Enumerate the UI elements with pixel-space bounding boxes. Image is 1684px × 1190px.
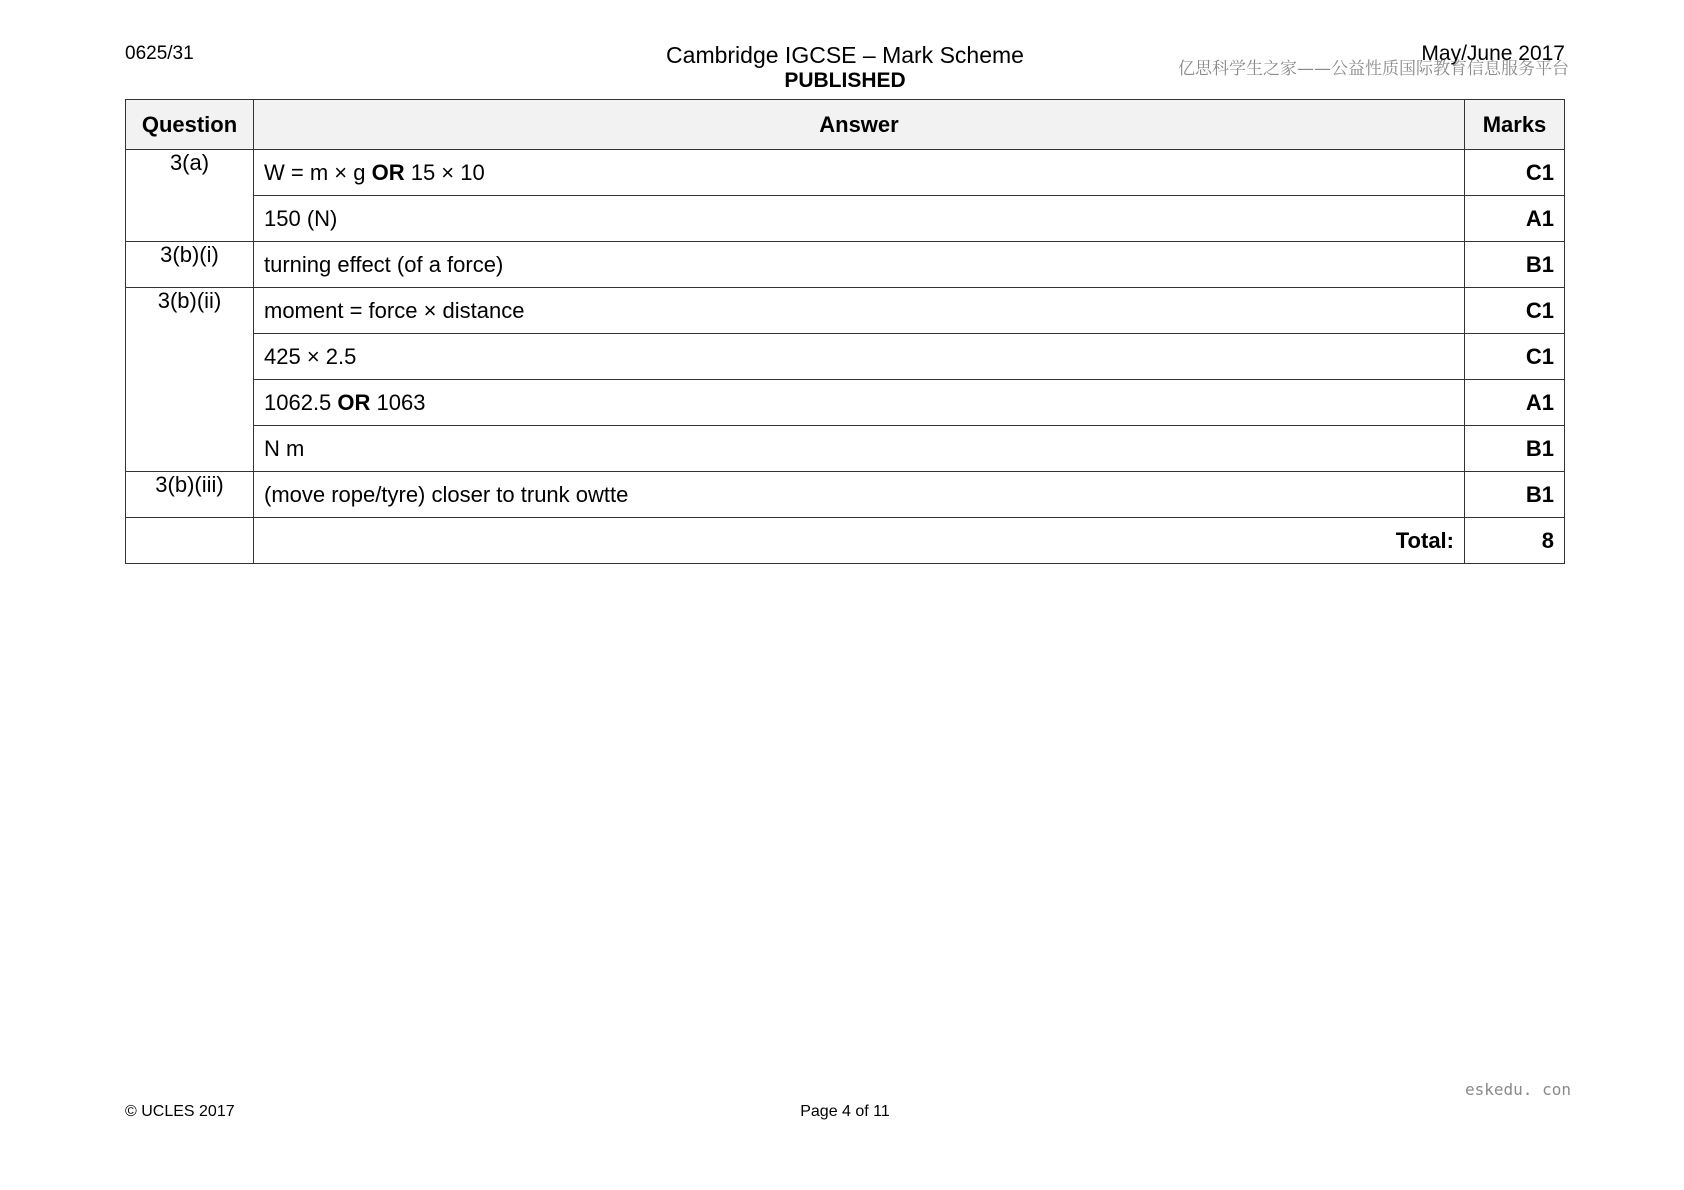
table-row (126, 196, 1565, 242)
header-watermark: 亿思科学生之家——公益性质国际教育信息服务平台 (1178, 59, 1569, 79)
page-number: Page 4 of 11 (800, 1103, 890, 1120)
marks-cell: C1 (1465, 150, 1565, 196)
copyright: © UCLES 2017 (125, 1103, 235, 1120)
footer-watermark: eskedu. con (1465, 1080, 1571, 1099)
answer-text: W = m × g (264, 159, 372, 185)
total-value: 8 (1465, 518, 1565, 564)
table-header-row (126, 100, 1565, 150)
marks-cell: A1 (1465, 196, 1565, 242)
answer-cell (254, 150, 1465, 196)
total-label: Total: (254, 518, 1465, 564)
mark-scheme-title: Cambridge IGCSE – Mark Scheme (666, 42, 1024, 68)
marks-cell: C1 (1465, 288, 1565, 334)
mark-scheme-table (125, 99, 1565, 564)
answer-or: OR (371, 159, 405, 185)
answer-cell: 150 (N) (254, 196, 1465, 242)
paper-code: 0625/31 (125, 43, 194, 64)
question-number: 3(b)(ii) (126, 288, 254, 472)
total-empty-cell (126, 518, 254, 564)
answer-cell: turning effect (of a force) (254, 242, 1465, 288)
marks-cell: A1 (1465, 380, 1565, 426)
marks-cell: B1 (1465, 472, 1565, 518)
answer-cell: N m (254, 426, 1465, 472)
table-row (126, 242, 1565, 288)
marks-cell: C1 (1465, 334, 1565, 380)
table-row (126, 150, 1565, 196)
column-header-marks: Marks (1465, 100, 1565, 150)
table-row (126, 426, 1565, 472)
question-number: 3(b)(iii) (126, 472, 254, 518)
answer-cell: (move rope/tyre) closer to trunk owtte (254, 472, 1465, 518)
answer-cell: 425 × 2.5 (254, 334, 1465, 380)
total-row (126, 518, 1565, 564)
question-number: 3(a) (126, 150, 254, 242)
answer-text: 15 × 10 (404, 159, 485, 185)
marks-cell: B1 (1465, 426, 1565, 472)
table-row (126, 334, 1565, 380)
answer-cell (254, 380, 1465, 426)
table-row (126, 288, 1565, 334)
marks-cell: B1 (1465, 242, 1565, 288)
column-header-question: Question (126, 100, 254, 150)
published-label: PUBLISHED (784, 69, 906, 92)
answer-cell: moment = force × distance (254, 288, 1465, 334)
answer-text: 1062.5 (264, 389, 338, 415)
column-header-answer: Answer (254, 100, 1465, 150)
answer-or: OR (337, 389, 371, 415)
exam-session: May/June 2017 (1421, 42, 1565, 65)
table-row (126, 472, 1565, 518)
question-number: 3(b)(i) (126, 242, 254, 288)
answer-text: 1063 (370, 389, 426, 415)
table-row (126, 380, 1565, 426)
